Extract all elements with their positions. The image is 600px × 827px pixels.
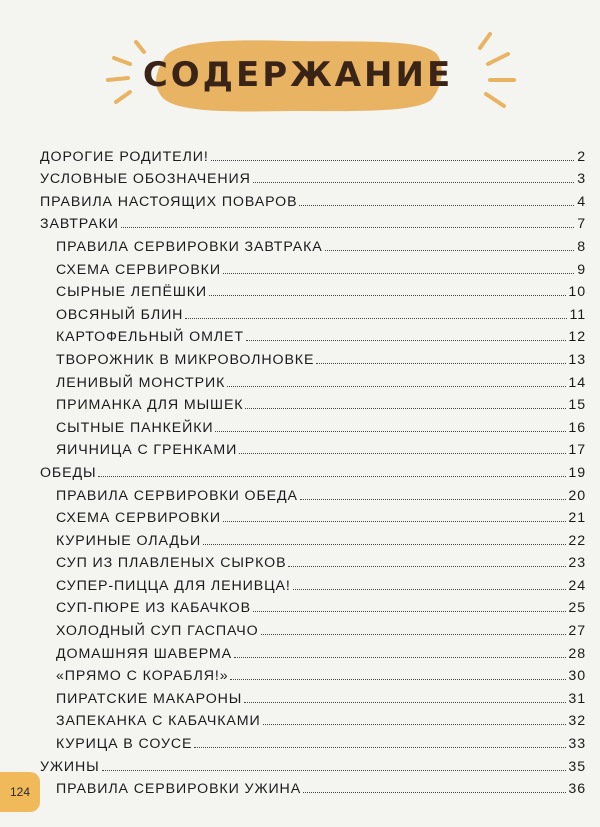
toc-entry[interactable]	[40, 391, 586, 414]
toc-entry-title: ДОМАШНЯЯ ШАВЕРМА	[56, 645, 232, 662]
toc-leader-dots	[263, 724, 567, 725]
toc-leader-dots	[211, 160, 574, 161]
toc-entry-page: 25	[568, 600, 586, 617]
toc-entry[interactable]	[40, 616, 586, 639]
toc-entry-title: ОВСЯНЫЙ БЛИН	[56, 306, 184, 323]
toc-leader-dots	[303, 792, 566, 793]
toc-entry-page: 23	[568, 555, 586, 572]
toc-leader-dots	[234, 657, 566, 658]
toc-entry-page: 24	[568, 577, 586, 594]
toc-entry[interactable]	[40, 278, 586, 301]
toc-leader-dots	[185, 318, 567, 319]
toc-entry[interactable]	[40, 345, 586, 368]
toc-leader-dots	[223, 521, 566, 522]
page-header	[0, 0, 600, 130]
toc-entry[interactable]	[40, 368, 586, 391]
toc-entry-title: ОБЕДЫ	[40, 464, 97, 481]
toc-entry[interactable]	[40, 458, 586, 481]
toc-entry-page: 19	[568, 464, 586, 481]
toc-entry[interactable]	[40, 729, 586, 752]
toc-entry-title: СЫТНЫЕ ПАНКЕЙКИ	[56, 419, 214, 436]
toc-entry-page: 32	[568, 713, 586, 730]
toc-entry-page: 30	[568, 668, 586, 685]
toc-entry-page: 20	[568, 487, 586, 504]
toc-entry[interactable]	[40, 775, 586, 798]
toc-entry-title: СХЕМА СЕРВИРОВКИ	[56, 261, 221, 278]
toc-leader-dots	[227, 386, 566, 387]
toc-entry-page: 31	[568, 690, 586, 707]
toc-entry-title: ПРАВИЛА НАСТОЯЩИХ ПОВАРОВ	[40, 193, 298, 210]
toc-entry-title: УЖИНЫ	[40, 758, 100, 775]
toc-entry-title: ТВОРОЖНИК В МИКРОВОЛНОВКЕ	[56, 351, 315, 368]
toc-leader-dots	[244, 702, 566, 703]
toc-entry[interactable]	[40, 662, 586, 685]
toc-entry-page: 15	[568, 397, 586, 414]
toc-entry-title: СЫРНЫЕ ЛЕПЁШКИ	[56, 284, 207, 301]
toc-entry-page: 35	[568, 758, 586, 775]
toc-entry-page: 11	[569, 306, 586, 323]
toc-entry[interactable]	[40, 413, 586, 436]
toc-leader-dots	[300, 499, 566, 500]
toc-leader-dots	[98, 476, 566, 477]
toc-leader-dots	[215, 431, 566, 432]
toc-entry-page: 36	[568, 781, 586, 798]
page-number: 124	[9, 785, 31, 799]
toc-entry-title: КУРИНЫЕ ОЛАДЬИ	[56, 532, 202, 549]
toc-entry[interactable]	[40, 684, 586, 707]
toc-entry[interactable]	[40, 232, 586, 255]
toc-entry[interactable]	[40, 707, 586, 730]
toc-entry[interactable]	[40, 323, 586, 346]
toc-entry-title: ПРАВИЛА СЕРВИРОВКИ УЖИНА	[56, 781, 302, 798]
toc-entry[interactable]	[40, 571, 586, 594]
toc-entry-title: ПРАВИЛА СЕРВИРОВКИ ЗАВТРАКА	[56, 238, 323, 255]
toc-leader-dots	[209, 295, 566, 296]
toc-entry-page: 16	[568, 419, 586, 436]
toc-leader-dots	[299, 205, 574, 206]
table-of-contents	[40, 142, 586, 797]
toc-entry-page: 14	[568, 374, 586, 391]
toc-leader-dots	[293, 589, 567, 590]
toc-entry-page: 10	[568, 284, 586, 301]
toc-entry-title: СХЕМА СЕРВИРОВКИ	[56, 510, 221, 527]
toc-leader-dots	[253, 611, 566, 612]
toc-leader-dots	[121, 227, 574, 228]
toc-entry[interactable]	[40, 436, 586, 459]
toc-entry-page: 33	[568, 736, 586, 753]
toc-entry-title: СУП ИЗ ПЛАВЛЕНЫХ СЫРКОВ	[56, 555, 287, 572]
toc-entry-title: ПРИМАНКА ДЛЯ МЫШЕК	[56, 397, 244, 414]
toc-entry-title: ХОЛОДНЫЙ СУП ГАСПАЧО	[56, 623, 259, 640]
toc-entry-page: 13	[568, 351, 586, 368]
toc-entry-title: ПИРАТСКИЕ МАКАРОНЫ	[56, 690, 243, 707]
toc-entry[interactable]	[40, 594, 586, 617]
toc-entry[interactable]	[40, 187, 586, 210]
toc-entry-title: КАРТОФЕЛЬНЫЙ ОМЛЕТ	[56, 329, 244, 346]
page-title: СОДЕРЖАНИЕ	[142, 55, 454, 95]
toc-entry-title: ЯИЧНИЦА С ГРЕНКАМИ	[56, 442, 238, 459]
toc-leader-dots	[194, 747, 566, 748]
toc-entry-title: ПРАВИЛА СЕРВИРОВКИ ОБЕДА	[56, 487, 298, 504]
toc-entry-title: СУП-ПЮРЕ ИЗ КАБАЧКОВ	[56, 600, 251, 617]
toc-entry-page: 4	[577, 193, 586, 210]
toc-entry-title: ЗАВТРАКИ	[40, 216, 119, 233]
toc-leader-dots	[102, 770, 567, 771]
toc-entry[interactable]	[40, 210, 586, 233]
toc-leader-dots	[261, 634, 567, 635]
toc-entry[interactable]	[40, 255, 586, 278]
toc-entry[interactable]	[40, 300, 586, 323]
toc-entry[interactable]	[40, 526, 586, 549]
toc-entry-page: 17	[568, 442, 586, 459]
toc-entry[interactable]	[40, 142, 586, 165]
toc-entry-page: 12	[568, 329, 586, 346]
page-number-tab	[0, 772, 40, 812]
toc-entry-page: 27	[568, 623, 586, 640]
toc-entry-title: КУРИЦА В СОУСЕ	[56, 736, 193, 753]
toc-entry[interactable]	[40, 504, 586, 527]
toc-entry-title: ДОРОГИЕ РОДИТЕЛИ!	[40, 148, 209, 165]
toc-entry-page: 3	[577, 171, 586, 188]
toc-entry-page: 2	[577, 148, 586, 165]
toc-entry[interactable]	[40, 165, 586, 188]
toc-leader-dots	[253, 182, 574, 183]
toc-entry-page: 28	[568, 645, 586, 662]
toc-entry-page: 9	[577, 261, 586, 278]
toc-entry[interactable]	[40, 752, 586, 775]
sun-rays-right-icon	[464, 28, 528, 118]
toc-leader-dots	[239, 453, 566, 454]
toc-entry-title: ЛЕНИВЫЙ МОНСТРИК	[56, 374, 226, 391]
toc-entry-title: «ПРЯМО С КОРАБЛЯ!»	[56, 668, 229, 685]
toc-entry-page: 22	[568, 532, 586, 549]
toc-entry-page: 21	[568, 510, 586, 527]
toc-entry[interactable]	[40, 481, 586, 504]
toc-entry-page: 7	[577, 216, 586, 233]
toc-leader-dots	[246, 340, 566, 341]
toc-leader-dots	[203, 544, 566, 545]
toc-entry-title: ЗАПЕКАНКА С КАБАЧКАМИ	[56, 713, 261, 730]
toc-leader-dots	[223, 273, 574, 274]
toc-entry-page: 8	[577, 238, 586, 255]
toc-entry[interactable]	[40, 549, 586, 572]
toc-entry[interactable]	[40, 639, 586, 662]
toc-leader-dots	[316, 363, 566, 364]
toc-entry-title: СУПЕР-ПИЦЦА ДЛЯ ЛЕНИВЦА!	[56, 577, 291, 594]
toc-entry-title: УСЛОВНЫЕ ОБОЗНАЧЕНИЯ	[40, 171, 251, 188]
toc-leader-dots	[245, 408, 566, 409]
toc-leader-dots	[230, 679, 566, 680]
toc-leader-dots	[288, 566, 566, 567]
toc-leader-dots	[325, 250, 574, 251]
